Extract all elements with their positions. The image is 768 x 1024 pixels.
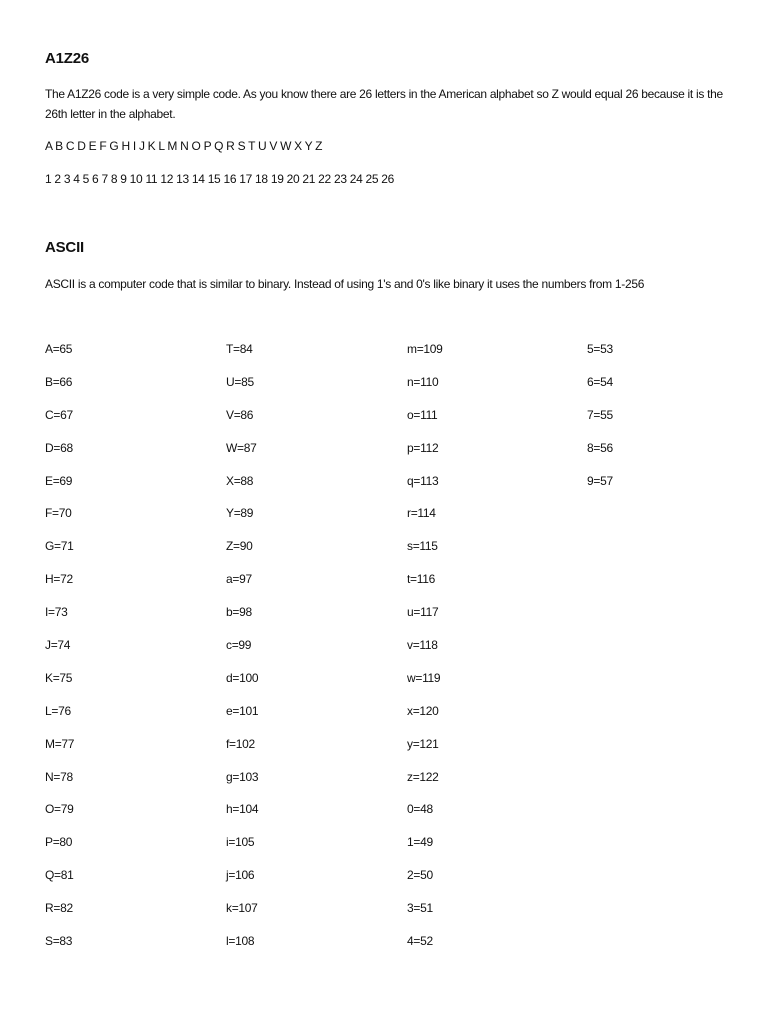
ascii-entry: G=71 [45, 539, 74, 554]
ascii-entry: 2=50 [407, 868, 433, 883]
ascii-entry: P=80 [45, 835, 73, 850]
ascii-entry: S=83 [45, 934, 73, 949]
ascii-entry: A=65 [45, 342, 73, 356]
ascii-entry: Q=81 [45, 868, 74, 883]
ascii-entry: v=118 [407, 638, 438, 653]
ascii-entry: s=115 [407, 539, 438, 554]
ascii-entry: o=111 [407, 407, 438, 422]
ascii-entry: 4=52 [407, 934, 433, 949]
ascii-entry: w=119 [407, 670, 441, 685]
ascii-entry: O=79 [45, 802, 74, 817]
alphabet-letters-row: A B C D E F G H I J K L M N O P Q R S T U V W X Y Z [45, 139, 323, 153]
ascii-entry: J=74 [45, 638, 71, 653]
ascii-entry: 7=55 [587, 407, 613, 422]
ascii-entry: 5=53 [587, 342, 613, 356]
ascii-entry: x=120 [407, 703, 439, 718]
ascii-entry: h=104 [226, 802, 259, 817]
ascii-entry: l=108 [226, 934, 255, 949]
ascii-heading: ASCII [45, 239, 85, 256]
ascii-entry: y=121 [407, 736, 439, 751]
ascii-entry: D=68 [45, 440, 73, 455]
ascii-entry: C=67 [45, 407, 73, 422]
ascii-entry: i=105 [226, 835, 255, 850]
ascii-entry: U=85 [226, 374, 254, 389]
ascii-entry: e=101 [226, 703, 259, 718]
ascii-entry: 8=56 [587, 440, 613, 455]
ascii-entry: c=99 [226, 638, 252, 653]
ascii-column-1 [45, 340, 185, 965]
ascii-entry: q=113 [407, 473, 439, 488]
ascii-entry: H=72 [45, 572, 73, 587]
ascii-entry: F=70 [45, 506, 72, 521]
ascii-entry: M=77 [45, 736, 75, 751]
alphabet-numbers-row: 1 2 3 4 5 6 7 8 9 10 11 12 13 14 15 16 17 18 19 20 21 22 23 24 25 26 [45, 172, 395, 186]
ascii-entry: f=102 [226, 736, 255, 751]
ascii-entry: m=109 [407, 342, 443, 356]
a1z26-description: The A1Z26 code is a very simple code. As you know there are 26 letters in the American alphabet so Z would equal 26 because it is the 26th letter in the alphabet. [45, 87, 723, 121]
ascii-entry: L=76 [45, 703, 71, 718]
ascii-entry: n=110 [407, 374, 439, 389]
ascii-entry: N=78 [45, 769, 73, 784]
ascii-entry: g=103 [226, 769, 259, 784]
ascii-entry: z=122 [407, 769, 439, 784]
ascii-entry: j=106 [226, 868, 255, 883]
ascii-column-2 [226, 340, 366, 965]
ascii-entry: 6=54 [587, 374, 613, 389]
ascii-entry: X=88 [226, 473, 254, 488]
ascii-entry: K=75 [45, 670, 73, 685]
ascii-entry: Y=89 [226, 506, 254, 521]
ascii-entry: Z=90 [226, 539, 253, 554]
ascii-entry: B=66 [45, 374, 73, 389]
ascii-entry: T=84 [226, 342, 253, 356]
ascii-entry: d=100 [226, 670, 259, 685]
ascii-entry: 1=49 [407, 835, 433, 850]
a1z26-heading: A1Z26 [45, 50, 90, 67]
ascii-entry: u=117 [407, 605, 439, 620]
ascii-entry: V=86 [226, 407, 254, 422]
ascii-entry: E=69 [45, 473, 73, 488]
ascii-entry: I=73 [45, 605, 68, 620]
ascii-entry: t=116 [407, 572, 435, 587]
ascii-entry: W=87 [226, 440, 257, 455]
ascii-entry: 9=57 [587, 473, 613, 488]
ascii-entry: p=112 [407, 440, 439, 455]
ascii-entry: k=107 [226, 901, 258, 916]
ascii-entry: 3=51 [407, 901, 433, 916]
ascii-entry: b=98 [226, 605, 252, 620]
ascii-entry: R=82 [45, 901, 73, 916]
ascii-column-4 [587, 340, 727, 504]
ascii-entry: r=114 [407, 506, 436, 521]
ascii-description: ASCII is a computer code that is similar to binary. Instead of using 1's and 0's like binary it uses the numbers from 1-256 [45, 277, 645, 291]
ascii-column-3 [407, 340, 547, 965]
ascii-entry: a=97 [226, 572, 252, 587]
ascii-entry: 0=48 [407, 802, 433, 817]
